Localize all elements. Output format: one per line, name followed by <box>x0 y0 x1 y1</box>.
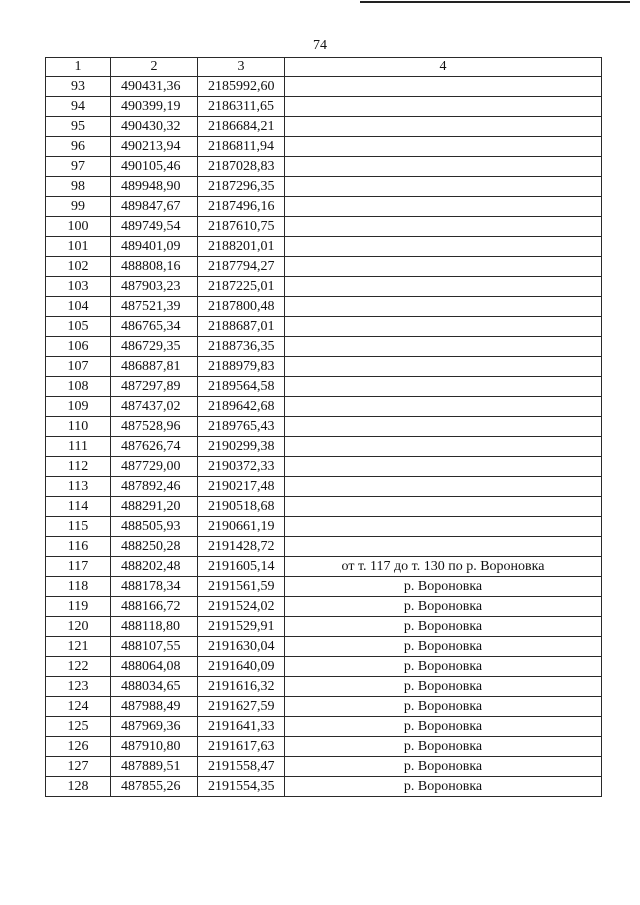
column-header-1: 1 <box>46 58 111 77</box>
table-row <box>46 737 602 757</box>
coordinate-y-cell: 2189642,68 <box>198 397 285 417</box>
table-row <box>46 377 602 397</box>
boundary-description-cell <box>285 197 602 217</box>
coordinate-y-cell: 2188687,01 <box>198 317 285 337</box>
boundary-description-cell: р. Вороновка <box>285 617 602 637</box>
table-row <box>46 477 602 497</box>
boundary-description-cell: р. Вороновка <box>285 657 602 677</box>
coordinate-x-cell: 490431,36 <box>111 77 198 97</box>
point-number-cell: 120 <box>46 617 111 637</box>
coordinate-x-cell: 488166,72 <box>111 597 198 617</box>
boundary-description-cell <box>285 397 602 417</box>
coordinate-y-cell: 2187028,83 <box>198 157 285 177</box>
coordinate-y-cell: 2187794,27 <box>198 257 285 277</box>
coordinate-x-cell: 488178,34 <box>111 577 198 597</box>
coordinate-x-cell: 490213,94 <box>111 137 198 157</box>
coordinate-x-cell: 488034,65 <box>111 677 198 697</box>
point-number-cell: 116 <box>46 537 111 557</box>
coordinate-x-cell: 487988,49 <box>111 697 198 717</box>
coordinate-x-cell: 488250,28 <box>111 537 198 557</box>
table-row <box>46 457 602 477</box>
coordinate-y-cell: 2187296,35 <box>198 177 285 197</box>
point-number-cell: 125 <box>46 717 111 737</box>
boundary-description-cell: р. Вороновка <box>285 757 602 777</box>
point-number-cell: 110 <box>46 417 111 437</box>
table-row <box>46 677 602 697</box>
coordinate-x-cell: 487528,96 <box>111 417 198 437</box>
boundary-description-cell <box>285 517 602 537</box>
coordinate-y-cell: 2191640,09 <box>198 657 285 677</box>
boundary-description-cell <box>285 537 602 557</box>
table-row <box>46 437 602 457</box>
table-row <box>46 497 602 517</box>
coordinate-y-cell: 2186811,94 <box>198 137 285 157</box>
coordinate-x-cell: 489847,67 <box>111 197 198 217</box>
boundary-description-cell <box>285 117 602 137</box>
table-row <box>46 177 602 197</box>
coordinate-x-cell: 488202,48 <box>111 557 198 577</box>
coordinate-x-cell: 487297,89 <box>111 377 198 397</box>
table-row <box>46 757 602 777</box>
coordinate-x-cell: 487855,26 <box>111 777 198 797</box>
coordinates-table <box>45 57 602 797</box>
point-number-cell: 106 <box>46 337 111 357</box>
coordinate-y-cell: 2187225,01 <box>198 277 285 297</box>
boundary-description-cell <box>285 277 602 297</box>
boundary-description-cell <box>285 477 602 497</box>
boundary-description-cell <box>285 297 602 317</box>
point-number-cell: 114 <box>46 497 111 517</box>
coordinate-x-cell: 487729,00 <box>111 457 198 477</box>
point-number-cell: 95 <box>46 117 111 137</box>
table-header-row <box>46 58 602 77</box>
coordinate-y-cell: 2191617,63 <box>198 737 285 757</box>
coordinate-y-cell: 2185992,60 <box>198 77 285 97</box>
boundary-description-cell: р. Вороновка <box>285 677 602 697</box>
table-row <box>46 657 602 677</box>
boundary-description-cell: р. Вороновка <box>285 697 602 717</box>
coordinate-y-cell: 2191627,59 <box>198 697 285 717</box>
boundary-description-cell <box>285 257 602 277</box>
coordinate-y-cell: 2191554,35 <box>198 777 285 797</box>
boundary-description-cell: р. Вороновка <box>285 577 602 597</box>
point-number-cell: 123 <box>46 677 111 697</box>
table-row <box>46 517 602 537</box>
table-row <box>46 337 602 357</box>
boundary-description-cell <box>285 317 602 337</box>
coordinate-y-cell: 2191616,32 <box>198 677 285 697</box>
table-row <box>46 297 602 317</box>
boundary-description-cell: р. Вороновка <box>285 737 602 757</box>
table-row <box>46 777 602 797</box>
table-row <box>46 257 602 277</box>
page-number: 74 <box>313 38 327 53</box>
point-number-cell: 105 <box>46 317 111 337</box>
boundary-description-cell <box>285 377 602 397</box>
point-number-cell: 98 <box>46 177 111 197</box>
table-row <box>46 397 602 417</box>
boundary-description-cell <box>285 157 602 177</box>
table-row <box>46 137 602 157</box>
coordinate-x-cell: 490399,19 <box>111 97 198 117</box>
point-number-cell: 122 <box>46 657 111 677</box>
boundary-description-cell <box>285 177 602 197</box>
coordinate-x-cell: 487437,02 <box>111 397 198 417</box>
point-number-cell: 96 <box>46 137 111 157</box>
coordinate-y-cell: 2191529,91 <box>198 617 285 637</box>
point-number-cell: 113 <box>46 477 111 497</box>
table-row <box>46 77 602 97</box>
boundary-description-cell <box>285 337 602 357</box>
coordinate-y-cell: 2186311,65 <box>198 97 285 117</box>
boundary-description-cell <box>285 217 602 237</box>
coordinate-y-cell: 2190518,68 <box>198 497 285 517</box>
coordinate-y-cell: 2191641,33 <box>198 717 285 737</box>
boundary-description-cell: р. Вороновка <box>285 717 602 737</box>
table-row <box>46 97 602 117</box>
table-row <box>46 697 602 717</box>
column-header-3: 3 <box>198 58 285 77</box>
coordinate-y-cell: 2187800,48 <box>198 297 285 317</box>
coordinate-y-cell: 2187610,75 <box>198 217 285 237</box>
point-number-cell: 112 <box>46 457 111 477</box>
coordinate-x-cell: 487969,36 <box>111 717 198 737</box>
boundary-description-cell <box>285 437 602 457</box>
coordinate-x-cell: 489749,54 <box>111 217 198 237</box>
boundary-description-cell <box>285 357 602 377</box>
coordinate-y-cell: 2188979,83 <box>198 357 285 377</box>
point-number-cell: 115 <box>46 517 111 537</box>
point-number-cell: 97 <box>46 157 111 177</box>
boundary-description-cell: р. Вороновка <box>285 637 602 657</box>
column-header-4: 4 <box>285 58 602 77</box>
coordinate-x-cell: 489401,09 <box>111 237 198 257</box>
table-body <box>46 77 602 797</box>
point-number-cell: 118 <box>46 577 111 597</box>
table-row <box>46 577 602 597</box>
point-number-cell: 100 <box>46 217 111 237</box>
coordinate-y-cell: 2188201,01 <box>198 237 285 257</box>
coordinate-y-cell: 2189765,43 <box>198 417 285 437</box>
coordinate-y-cell: 2190372,33 <box>198 457 285 477</box>
coordinate-x-cell: 487903,23 <box>111 277 198 297</box>
point-number-cell: 102 <box>46 257 111 277</box>
table-row <box>46 217 602 237</box>
point-number-cell: 104 <box>46 297 111 317</box>
point-number-cell: 93 <box>46 77 111 97</box>
table-row <box>46 557 602 577</box>
coordinate-y-cell: 2191428,72 <box>198 537 285 557</box>
point-number-cell: 94 <box>46 97 111 117</box>
coordinate-y-cell: 2191630,04 <box>198 637 285 657</box>
table-row <box>46 357 602 377</box>
coordinate-y-cell: 2191558,47 <box>198 757 285 777</box>
boundary-description-cell <box>285 137 602 157</box>
coordinate-x-cell: 488064,08 <box>111 657 198 677</box>
boundary-description-cell: от т. 117 до т. 130 по р. Вороновка <box>285 557 602 577</box>
table-row <box>46 537 602 557</box>
point-number-cell: 103 <box>46 277 111 297</box>
point-number-cell: 111 <box>46 437 111 457</box>
coordinate-x-cell: 486887,81 <box>111 357 198 377</box>
coordinate-x-cell: 486729,35 <box>111 337 198 357</box>
point-number-cell: 99 <box>46 197 111 217</box>
boundary-description-cell <box>285 97 602 117</box>
point-number-cell: 124 <box>46 697 111 717</box>
table-row <box>46 157 602 177</box>
column-header-2: 2 <box>111 58 198 77</box>
point-number-cell: 108 <box>46 377 111 397</box>
table-row <box>46 197 602 217</box>
coordinate-x-cell: 487521,39 <box>111 297 198 317</box>
coordinate-y-cell: 2190217,48 <box>198 477 285 497</box>
point-number-cell: 126 <box>46 737 111 757</box>
coordinate-x-cell: 488118,80 <box>111 617 198 637</box>
coordinate-x-cell: 488291,20 <box>111 497 198 517</box>
coordinate-x-cell: 489948,90 <box>111 177 198 197</box>
coordinate-x-cell: 487626,74 <box>111 437 198 457</box>
coordinate-y-cell: 2191605,14 <box>198 557 285 577</box>
point-number-cell: 101 <box>46 237 111 257</box>
top-rule <box>360 1 630 3</box>
point-number-cell: 109 <box>46 397 111 417</box>
coordinate-x-cell: 490105,46 <box>111 157 198 177</box>
coordinate-x-cell: 490430,32 <box>111 117 198 137</box>
coordinate-y-cell: 2188736,35 <box>198 337 285 357</box>
table-row <box>46 317 602 337</box>
point-number-cell: 117 <box>46 557 111 577</box>
table-row <box>46 717 602 737</box>
coordinate-x-cell: 487892,46 <box>111 477 198 497</box>
coordinate-y-cell: 2191561,59 <box>198 577 285 597</box>
coordinate-x-cell: 488808,16 <box>111 257 198 277</box>
coordinate-y-cell: 2190661,19 <box>198 517 285 537</box>
point-number-cell: 127 <box>46 757 111 777</box>
table-row <box>46 617 602 637</box>
table-row <box>46 637 602 657</box>
boundary-description-cell <box>285 417 602 437</box>
boundary-description-cell <box>285 237 602 257</box>
table-row <box>46 117 602 137</box>
coordinate-y-cell: 2187496,16 <box>198 197 285 217</box>
table-row <box>46 417 602 437</box>
boundary-description-cell <box>285 77 602 97</box>
boundary-description-cell: р. Вороновка <box>285 777 602 797</box>
coordinate-x-cell: 488505,93 <box>111 517 198 537</box>
table-row <box>46 597 602 617</box>
coordinate-y-cell: 2186684,21 <box>198 117 285 137</box>
point-number-cell: 128 <box>46 777 111 797</box>
coordinate-y-cell: 2191524,02 <box>198 597 285 617</box>
coordinate-x-cell: 486765,34 <box>111 317 198 337</box>
table-row <box>46 237 602 257</box>
coordinate-x-cell: 487889,51 <box>111 757 198 777</box>
point-number-cell: 121 <box>46 637 111 657</box>
coordinate-y-cell: 2190299,38 <box>198 437 285 457</box>
point-number-cell: 119 <box>46 597 111 617</box>
coordinate-y-cell: 2189564,58 <box>198 377 285 397</box>
boundary-description-cell <box>285 457 602 477</box>
coordinate-x-cell: 488107,55 <box>111 637 198 657</box>
table-row <box>46 277 602 297</box>
point-number-cell: 107 <box>46 357 111 377</box>
boundary-description-cell <box>285 497 602 517</box>
boundary-description-cell: р. Вороновка <box>285 597 602 617</box>
coordinate-x-cell: 487910,80 <box>111 737 198 757</box>
